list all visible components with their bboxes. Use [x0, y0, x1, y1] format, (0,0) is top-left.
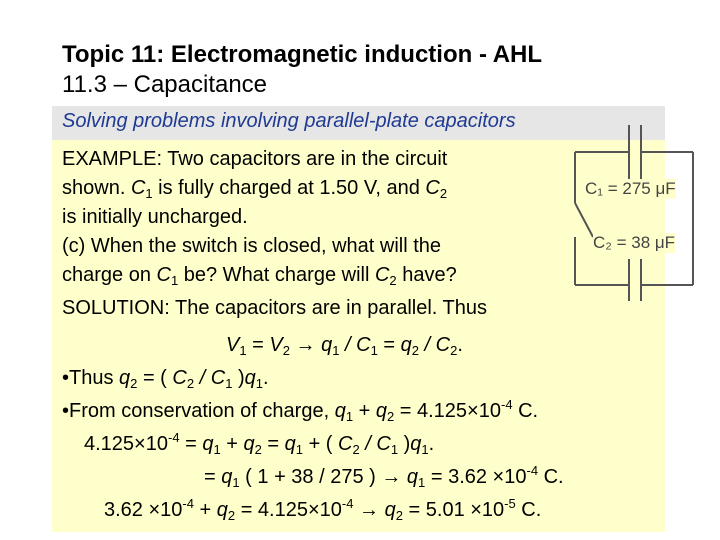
- slide-title: [62, 40, 542, 100]
- subscript: 1: [232, 475, 240, 490]
- text-line-1: EXAMPLE: Two capacitors are in the circuit: [62, 148, 448, 170]
- text-seg: ): [398, 433, 411, 455]
- equation-1: [226, 333, 463, 357]
- var: q: [384, 499, 396, 521]
- superscript: -4: [500, 397, 513, 412]
- subscript: 2: [130, 376, 138, 391]
- equation-2: [62, 366, 269, 390]
- equation-4: [84, 432, 434, 456]
- text-line-2: [62, 176, 447, 200]
- text-seg: = 5.01 ×10: [402, 499, 505, 521]
- topic-subtitle: 11.3 – Capacitance: [62, 71, 268, 98]
- var: C: [210, 367, 226, 389]
- text-seg: =: [204, 466, 222, 488]
- text-seg: 4.125×10: [84, 433, 168, 455]
- text-line-3: is initially uncharged.: [62, 206, 248, 228]
- subscript: 2: [439, 186, 448, 201]
- subscript: 1: [295, 442, 304, 457]
- text-seg: C.: [515, 499, 542, 521]
- var: q: [410, 433, 422, 455]
- arrow: →: [353, 499, 385, 521]
- var: C: [376, 433, 391, 455]
- var-c: C: [425, 177, 440, 199]
- text-seg: +: [353, 400, 376, 422]
- text-seg: be? What charge will: [178, 264, 375, 286]
- var: q: [284, 433, 296, 455]
- subscript: 1: [332, 343, 340, 358]
- text-seg: = 4.125×10: [235, 499, 342, 521]
- divide: /: [418, 334, 436, 356]
- subscript: 1: [170, 273, 179, 288]
- subscript: 1: [345, 409, 354, 424]
- text-seg: ( 1 + 38 / 275 ) →: [239, 466, 407, 488]
- var-c: C: [374, 264, 390, 286]
- superscript: -4: [526, 463, 539, 478]
- circuit-svg: [545, 125, 695, 305]
- superscript: -4: [341, 496, 354, 511]
- var: q: [221, 466, 233, 488]
- subscript: 1: [239, 343, 247, 358]
- subscript: 2: [389, 273, 397, 288]
- subscript: 2: [227, 508, 236, 523]
- c1-label: C₁ = 275 μF: [585, 179, 676, 198]
- circuit-diagram: [545, 125, 695, 310]
- subscript: 1: [390, 442, 399, 457]
- divide: /: [339, 334, 357, 356]
- var: q: [244, 367, 256, 389]
- text-seg: =: [179, 433, 203, 455]
- subscript: 2: [186, 376, 195, 391]
- arrow: →: [289, 334, 322, 356]
- subscript: 2: [254, 442, 262, 457]
- var: C: [338, 433, 353, 455]
- text-seg: C.: [512, 400, 539, 422]
- text-line-6: SOLUTION: The capacitors are in parallel. Thus: [62, 297, 487, 319]
- subscript: 2: [386, 409, 395, 424]
- bullet-text: •Thus: [62, 367, 120, 389]
- var-c: C: [130, 177, 146, 199]
- text-seg: ): [232, 367, 245, 389]
- var: q: [216, 499, 228, 521]
- divide: /: [194, 367, 211, 389]
- subscript: 2: [352, 442, 360, 457]
- text-seg: C.: [538, 466, 564, 488]
- var: q: [400, 334, 412, 356]
- var: V: [269, 334, 283, 356]
- subscript: 2: [282, 343, 290, 358]
- var: C: [435, 334, 451, 356]
- superscript: -4: [167, 430, 180, 445]
- text-seg: .: [263, 367, 269, 389]
- subscript: 1: [225, 376, 233, 391]
- text-seg: 3.62 ×10: [104, 499, 183, 521]
- text-seg: .: [428, 433, 435, 455]
- c2-label: C₂ = 38 μF: [593, 233, 676, 252]
- topic-title: Topic 11: Electromagnetic induction - AHL: [62, 41, 543, 68]
- subscript: 1: [421, 442, 429, 457]
- text-seg: =: [261, 433, 285, 455]
- var: q: [321, 334, 333, 356]
- text-seg: have?: [396, 264, 457, 286]
- text-seg: .: [457, 334, 463, 356]
- var: q: [119, 367, 131, 389]
- subscript: 1: [213, 442, 221, 457]
- subscript: 2: [395, 508, 403, 523]
- text-seg: = (: [137, 367, 173, 389]
- var: q: [406, 466, 419, 488]
- text-seg: =: [246, 334, 270, 356]
- text-seg: =: [377, 334, 401, 356]
- text-seg: + (: [303, 433, 339, 455]
- var-c: C: [156, 264, 171, 286]
- var: q: [202, 433, 214, 455]
- text-seg: +: [220, 433, 244, 455]
- subscript: 1: [145, 186, 153, 201]
- var: V: [226, 334, 240, 356]
- divide: /: [359, 433, 377, 455]
- text-line-4: (c) When the switch is closed, what will the: [62, 235, 442, 257]
- text-seg: = 3.62 ×10: [425, 466, 527, 488]
- subscript: 1: [370, 343, 378, 358]
- section-heading: Solving problems involving parallel-plate capacitors: [62, 110, 516, 132]
- subscript: 2: [450, 343, 458, 358]
- subscript: 1: [418, 475, 426, 490]
- superscript: -5: [504, 496, 516, 511]
- text-seg: is fully charged at 1.50 V, and: [152, 177, 426, 199]
- text-seg: charge on: [62, 264, 157, 286]
- text-seg: = 4.125×10: [394, 400, 501, 422]
- equation-3: [62, 399, 538, 423]
- subscript: 1: [255, 376, 264, 391]
- equation-6: [104, 498, 541, 522]
- equation-5: [204, 465, 564, 489]
- subscript: 2: [411, 343, 419, 358]
- var: C: [356, 334, 371, 356]
- text-seg: +: [193, 499, 217, 521]
- var: C: [172, 367, 187, 389]
- bullet-text: •From conservation of charge,: [62, 400, 335, 422]
- var: q: [375, 400, 387, 422]
- switch-blade: [575, 203, 593, 237]
- superscript: -4: [182, 496, 194, 511]
- var: q: [334, 400, 346, 422]
- text-seg: shown.: [62, 177, 131, 199]
- var: q: [243, 433, 255, 455]
- text-line-5: [62, 263, 457, 287]
